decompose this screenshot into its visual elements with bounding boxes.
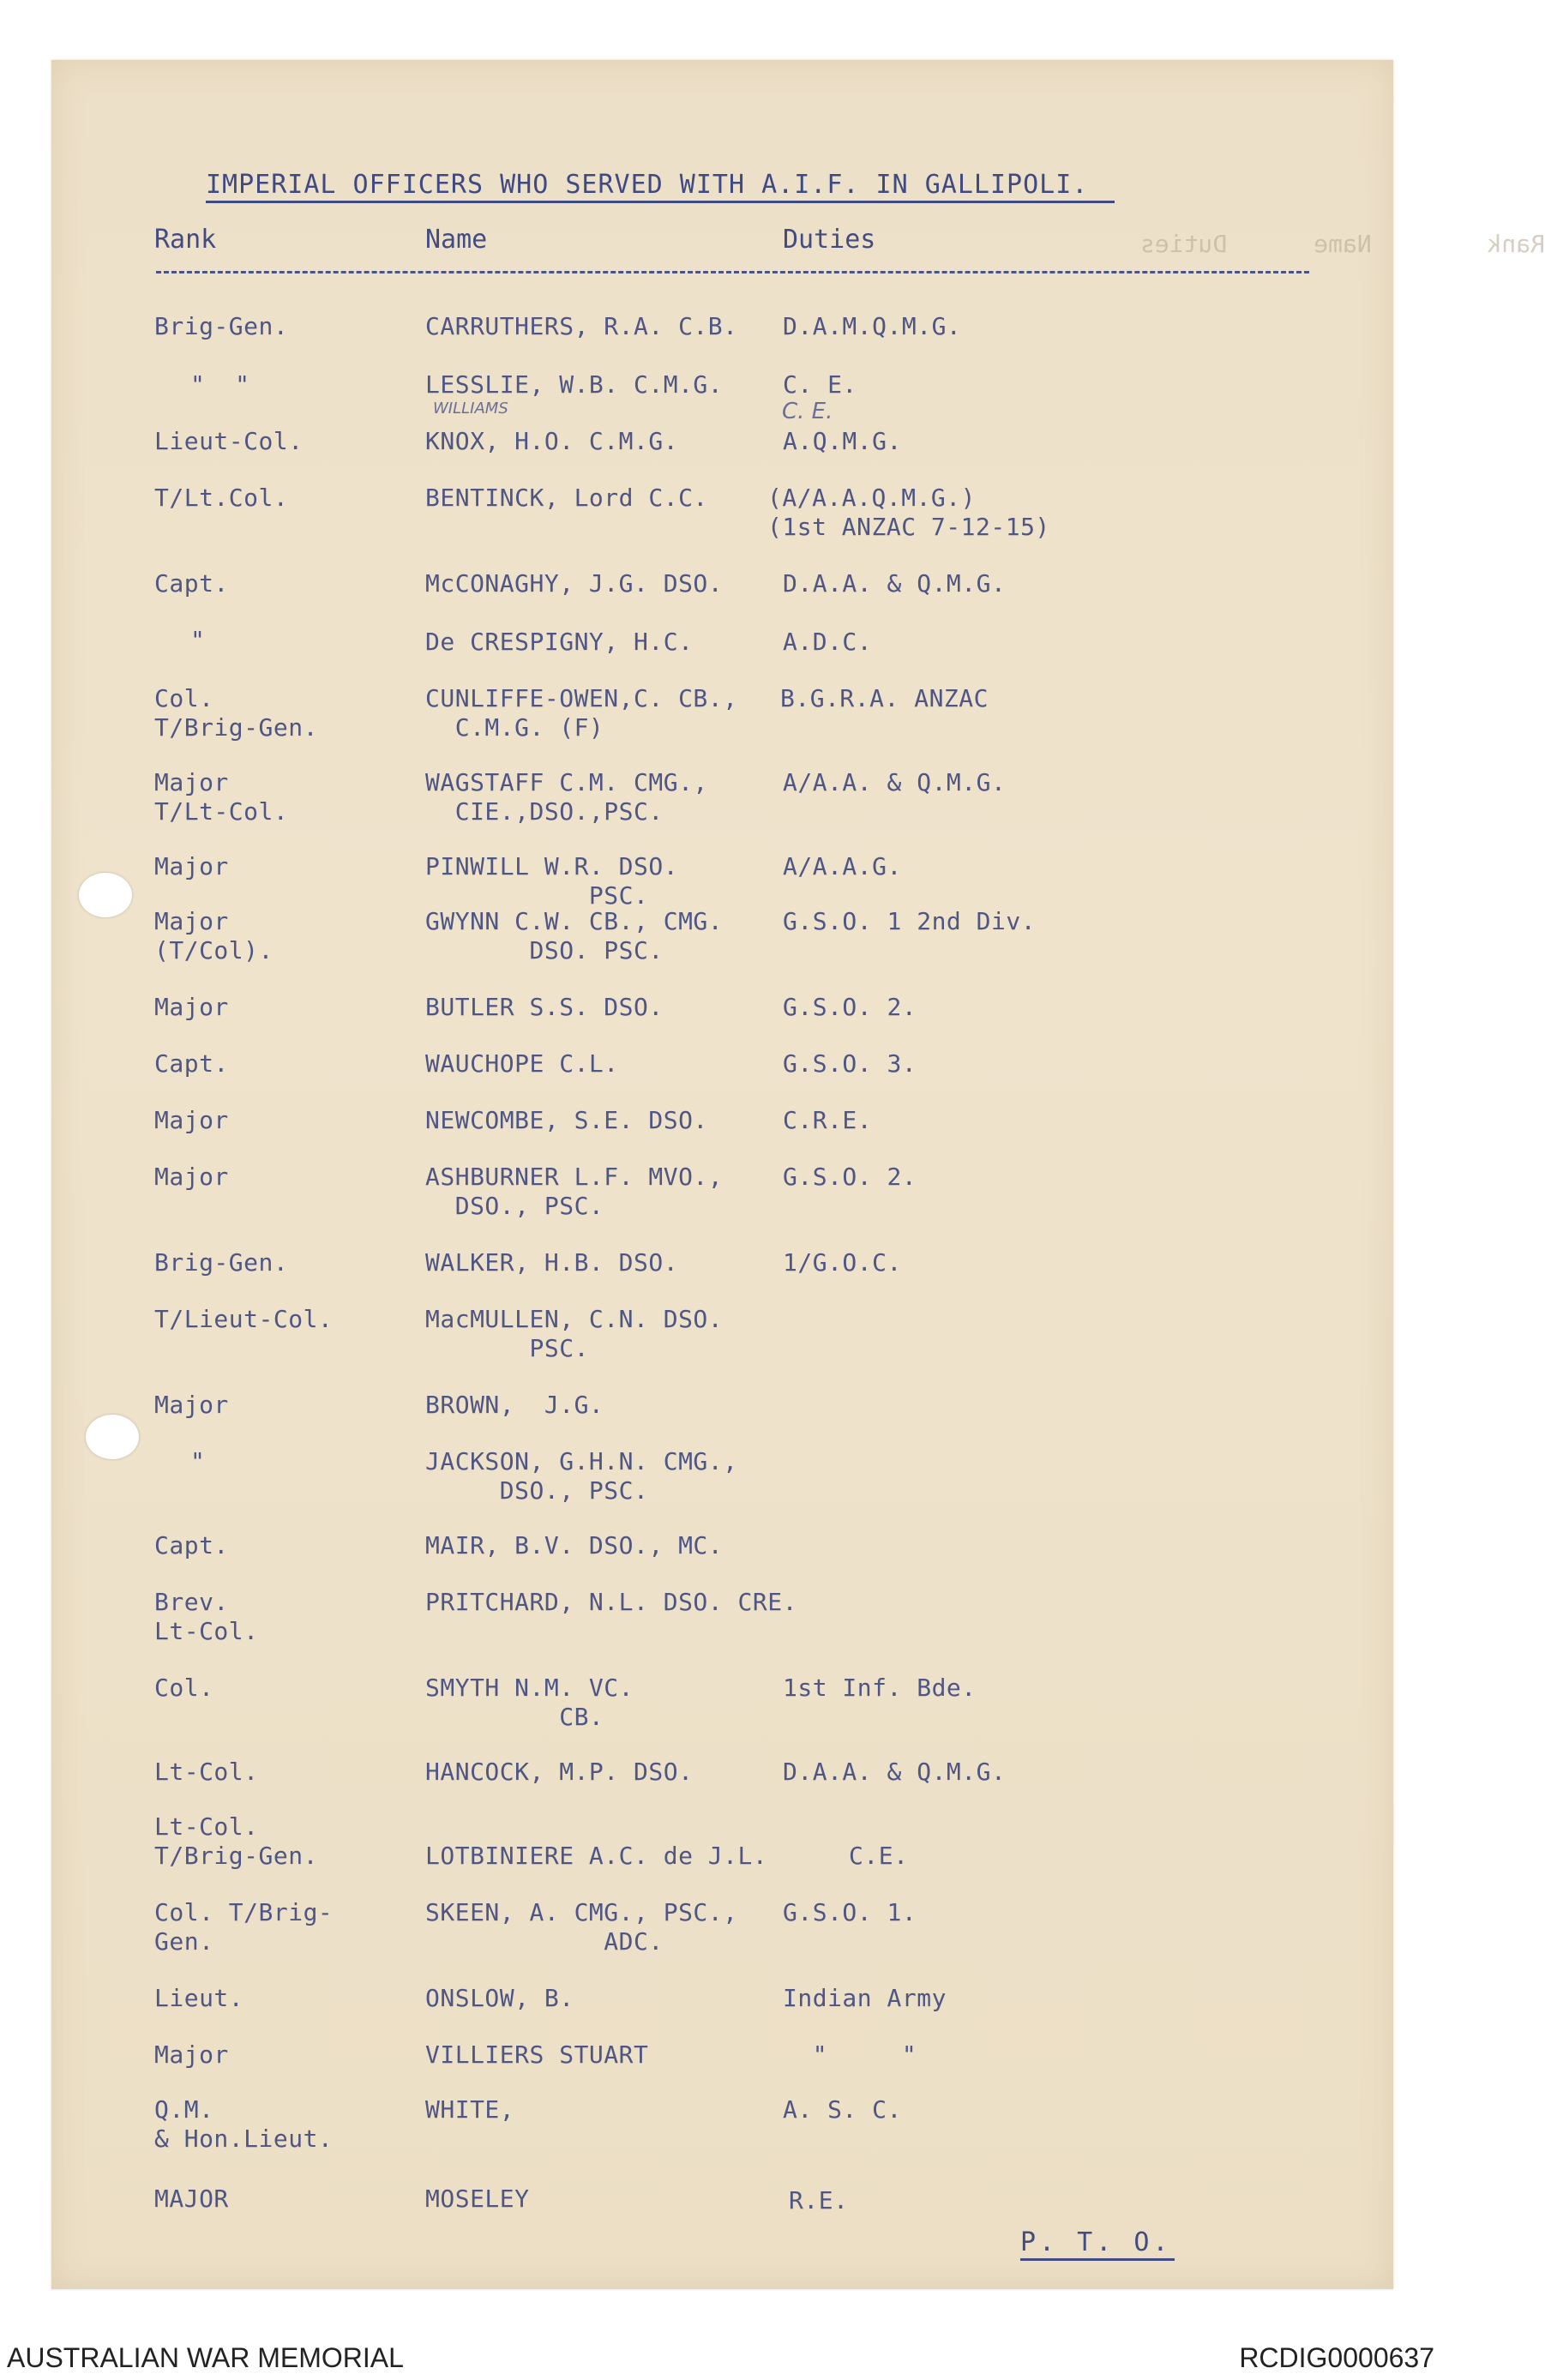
row-rank: Lt-Col. T/Brig-Gen.	[154, 1812, 318, 1870]
row-duties: C.R.E.	[783, 1106, 873, 1134]
row-name: ASHBURNER L.F. MVO., DSO., PSC.	[425, 1163, 724, 1220]
row-rank: MAJOR	[154, 2185, 229, 2213]
row-duties: 1st Inf. Bde.	[783, 1674, 977, 1702]
row-rank: Major (T/Col).	[154, 907, 274, 965]
header-duties: Duties	[783, 225, 876, 255]
row-name: PRITCHARD, N.L. DSO. CRE.	[425, 1588, 797, 1616]
row-rank: Capt.	[154, 1531, 229, 1560]
row-name: WAGSTAFF C.M. CMG., CIE.,DSO.,PSC.	[425, 768, 708, 826]
row-name: CUNLIFFE-OWEN,C. CB., C.M.G. (F)	[425, 684, 738, 742]
row-rank: Major	[154, 1163, 229, 1191]
row-rank: Q.M. & Hon.Lieut.	[154, 2095, 334, 2153]
row-duties: A. S. C.	[783, 2095, 902, 2124]
row-rank: Major	[154, 1106, 229, 1134]
row-duties: (A/A.A.Q.M.G.) (1st ANZAC 7-12-15)	[767, 484, 1050, 541]
row-duties: R.E.	[789, 2186, 849, 2215]
show-through-text: Rank Name Duties	[1140, 230, 1545, 258]
handwritten-note-ce: C. E.	[782, 399, 833, 424]
row-duties: D.A.M.Q.M.G.	[783, 312, 962, 340]
row-name: BROWN, J.G.	[425, 1391, 604, 1419]
title-underline	[206, 201, 1115, 203]
header-divider	[156, 271, 1309, 273]
row-rank: Col. T/Brig- Gen.	[154, 1898, 334, 1956]
handwritten-note-williams: WILLIAMS	[433, 400, 508, 418]
row-rank: Major	[154, 852, 229, 880]
row-duties: G.S.O. 1 2nd Div.	[783, 907, 1037, 935]
row-name: HANCOCK, M.P. DSO.	[425, 1758, 694, 1786]
row-name: LESSLIE, W.B. C.M.G.	[425, 370, 724, 399]
row-rank: Brev. Lt-Col.	[154, 1588, 259, 1645]
row-duties: 1/G.O.C.	[783, 1248, 902, 1277]
row-name: NEWCOMBE, S.E. DSO.	[425, 1106, 708, 1134]
row-name: McCONAGHY, J.G. DSO.	[425, 569, 724, 598]
row-name: MacMULLEN, C.N. DSO. PSC.	[425, 1305, 724, 1362]
row-duties: G.S.O. 2.	[783, 993, 917, 1021]
row-duties: D.A.A. & Q.M.G.	[783, 569, 1007, 598]
row-rank: "	[190, 1447, 206, 1475]
row-rank: Major	[154, 993, 229, 1021]
row-duties: C. E.	[783, 370, 857, 399]
row-rank: Col. T/Brig-Gen.	[154, 684, 318, 742]
row-rank: Lieut.	[154, 1984, 244, 2012]
row-duties: " "	[783, 2040, 917, 2069]
row-name: MOSELEY	[425, 2185, 530, 2213]
row-duties: G.S.O. 2.	[783, 1163, 917, 1191]
row-name: ONSLOW, B.	[425, 1984, 574, 2012]
row-duties: B.G.R.A. ANZAC	[780, 684, 989, 712]
row-duties: G.S.O. 3.	[783, 1049, 917, 1078]
row-duties: G.S.O. 1.	[783, 1898, 917, 1926]
row-rank: Brig-Gen.	[154, 1248, 289, 1277]
row-name: SMYTH N.M. VC. CB.	[425, 1674, 634, 1731]
row-name: JACKSON, G.H.N. CMG., DSO., PSC.	[425, 1447, 738, 1505]
row-name: VILLIERS STUART	[425, 2040, 649, 2069]
row-rank: Col.	[154, 1674, 214, 1702]
pto-marker: P. T. O.	[1020, 2227, 1172, 2257]
footer-record-id: RCDIG0000637	[1239, 2342, 1434, 2373]
row-name: GWYNN C.W. CB., CMG. DSO. PSC.	[425, 907, 724, 965]
row-duties: D.A.A. & Q.M.G.	[783, 1758, 1007, 1786]
punch-hole-top	[79, 873, 132, 917]
row-rank: Lt-Col.	[154, 1758, 259, 1786]
row-name: BUTLER S.S. DSO.	[425, 993, 664, 1021]
row-rank: Lieut-Col.	[154, 427, 304, 455]
footer-archive-name: AUSTRALIAN WAR MEMORIAL	[7, 2342, 404, 2373]
row-rank: Major	[154, 2040, 229, 2069]
row-rank: Capt.	[154, 569, 229, 598]
row-rank: T/Lt.Col.	[154, 484, 289, 512]
row-name: CARRUTHERS, R.A. C.B.	[425, 312, 738, 340]
row-name: WALKER, H.B. DSO.	[425, 1248, 679, 1277]
row-rank: Major	[154, 1391, 229, 1419]
row-rank: "	[190, 626, 206, 654]
row-name: KNOX, H.O. C.M.G.	[425, 427, 679, 455]
row-duties: A.D.C.	[783, 628, 873, 656]
row-duties: Indian Army	[783, 1984, 947, 2012]
row-rank: T/Lieut-Col.	[154, 1305, 334, 1333]
row-name: WHITE,	[425, 2095, 515, 2124]
row-rank: " "	[190, 370, 250, 399]
row-duties: A/A.A. & Q.M.G.	[783, 768, 1007, 796]
row-rank: Brig-Gen.	[154, 312, 289, 340]
row-name: SKEEN, A. CMG., PSC., ADC.	[425, 1898, 738, 1956]
row-name: PINWILL W.R. DSO. PSC.	[425, 852, 679, 910]
row-name: MAIR, B.V. DSO., MC.	[425, 1531, 724, 1560]
row-duties: A.Q.M.G.	[783, 427, 902, 455]
row-name: De CRESPIGNY, H.C.	[425, 628, 694, 656]
pto-underline	[1020, 2258, 1175, 2261]
row-name: WAUCHOPE C.L.	[425, 1049, 619, 1078]
row-name: LOTBINIERE A.C. de J.L.	[425, 1842, 768, 1870]
row-duties: A/A.A.G.	[783, 852, 902, 880]
punch-hole-bottom	[86, 1415, 139, 1459]
header-name: Name	[425, 225, 488, 255]
document-title: IMPERIAL OFFICERS WHO SERVED WITH A.I.F. IN GALLIPOLI.	[206, 170, 1089, 200]
row-duties: C.E.	[849, 1842, 909, 1870]
row-rank: Capt.	[154, 1049, 229, 1078]
row-rank: Major T/Lt-Col.	[154, 768, 289, 826]
row-name: BENTINCK, Lord C.C.	[425, 484, 708, 512]
header-rank: Rank	[154, 225, 217, 255]
